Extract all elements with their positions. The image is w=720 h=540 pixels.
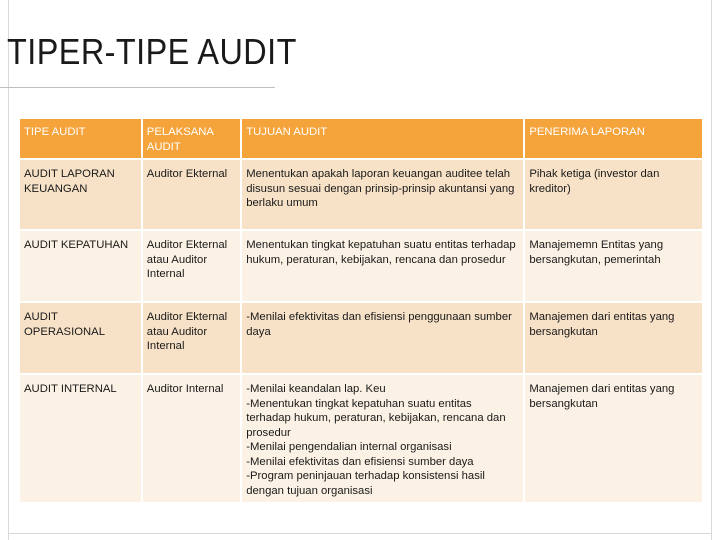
- slide-border-bottom: [8, 533, 712, 534]
- header-tujuan-audit: TUJUAN AUDIT: [241, 118, 524, 159]
- table-row: [19, 159, 703, 230]
- cell-pelaksana: Auditor Ekternal atau Auditor Internal: [142, 302, 241, 374]
- audit-types-table: [18, 117, 704, 504]
- title-underline: [0, 87, 275, 88]
- header-pelaksana-audit: PELAKSANA AUDIT: [142, 118, 241, 159]
- cell-tujuan: Menentukan tingkat kepatuhan suatu entitas terhadap hukum, peraturan, kebijakan, rencana dan prosedur: [241, 230, 524, 302]
- table-header-row: [19, 118, 703, 159]
- cell-tipe: AUDIT LAPORAN KEUANGAN: [19, 159, 142, 230]
- cell-penerima: Manajememn Entitas yang bersangkutan, pemerintah: [524, 230, 703, 302]
- slide-title: TIPER-TIPE AUDIT: [7, 31, 297, 72]
- cell-tipe: AUDIT OPERASIONAL: [19, 302, 142, 374]
- cell-pelaksana: Auditor Ekternal: [142, 159, 241, 230]
- tujuan-line: -Menilai efektivitas dan efisiensi sumber daya: [246, 455, 474, 468]
- cell-penerima: Manajemen dari entitas yang bersangkutan: [524, 374, 703, 503]
- cell-pelaksana: Auditor Internal: [142, 374, 241, 503]
- table-row: [19, 302, 703, 374]
- cell-tujuan: [241, 374, 524, 503]
- header-tipe-audit: TIPE AUDIT: [19, 118, 142, 159]
- slide-border-right: [711, 0, 712, 540]
- cell-pelaksana: Auditor Ekternal atau Auditor Internal: [142, 230, 241, 302]
- slide-border-left: [8, 0, 9, 540]
- cell-tipe: AUDIT INTERNAL: [19, 374, 142, 503]
- header-penerima-laporan: PENERIMA LAPORAN: [524, 118, 703, 159]
- cell-tujuan: Menentukan apakah laporan keuangan auditee telah disusun sesuai dengan prinsip-prinsip akuntansi yang berlaku umum: [241, 159, 524, 230]
- tujuan-line: -Program peninjauan terhadap konsistensi hasil dengan tujuan organisasi: [246, 470, 485, 497]
- cell-tujuan: -Menilai efektivitas dan efisiensi penggunaan sumber daya: [241, 302, 524, 374]
- cell-penerima: Pihak ketiga (investor dan kreditor): [524, 159, 703, 230]
- cell-penerima: Manajemen dari entitas yang bersangkutan: [524, 302, 703, 374]
- tujuan-line: -Menilai keandalan lap. Keu: [246, 383, 386, 395]
- tujuan-line: -Menentukan tingkat kepatuhan suatu entitas terhadap hukum, peraturan, kebijakan, rencana dan prosedur: [246, 397, 506, 439]
- table-row: [19, 230, 703, 302]
- table-row: [19, 374, 703, 503]
- cell-tipe: AUDIT KEPATUHAN: [19, 230, 142, 302]
- tujuan-line: -Menilai pengendalian internal organisasi: [246, 441, 452, 453]
